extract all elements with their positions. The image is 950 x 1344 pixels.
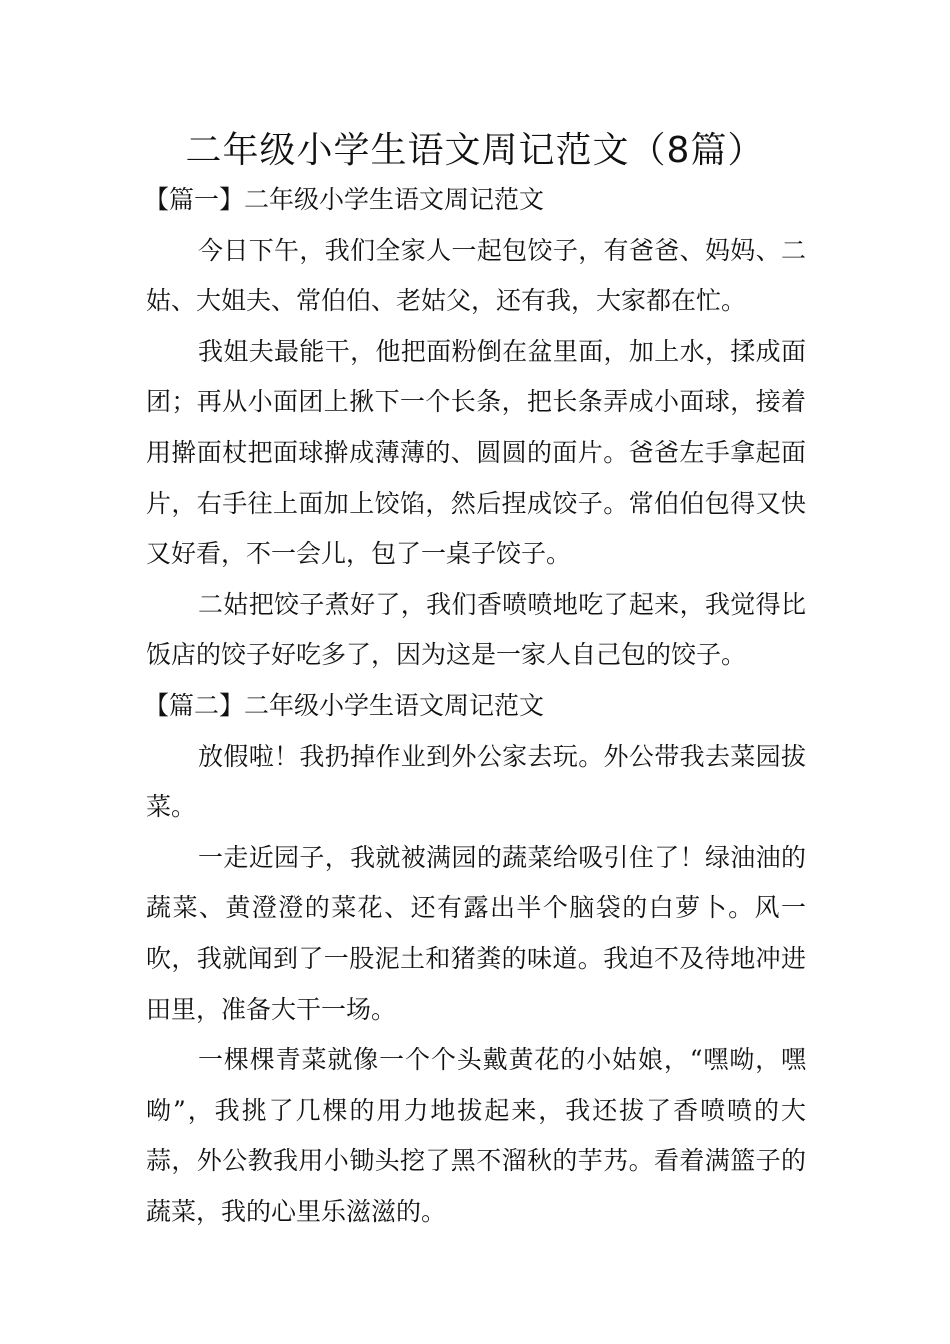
paragraph: 二姑把饺子煮好了，我们香喷喷地吃了起来，我觉得比饭店的饺子好吃多了，因为这是一家人自己包的饺子。 bbox=[146, 589, 806, 670]
paragraph: 今日下午，我们全家人一起包饺子，有爸爸、妈妈、二姑、大姐夫、常伯伯、老姑父，还有我，大家都在忙。 bbox=[146, 235, 806, 316]
section-heading: 【篇二】二年级小学生语文周记范文 bbox=[144, 690, 545, 720]
section-heading: 【篇一】二年级小学生语文周记范文 bbox=[144, 185, 545, 214]
paragraph: 一棵棵青菜就像一个个头戴黄花的小姑娘，“嘿呦，嘿呦”，我挑了几棵的用力地拔起来，我还拔了香喷喷的大蒜，外公教我用小锄头挖了黑不溜秋的芋艿。看着满篮子的蔬菜，我的心里乐滋滋的。 bbox=[146, 1045, 806, 1226]
paragraph: 放假啦！我扔掉作业到外公家去玩。外公带我去菜园拔菜。 bbox=[146, 741, 806, 822]
document-body bbox=[146, 175, 806, 1237]
document-title: 二年级小学生语文周记范文（8篇） bbox=[185, 130, 765, 171]
paragraph: 一走近园子，我就被满园的蔬菜给吸引住了！绿油油的蔬菜、黄澄澄的菜花、还有露出半个脑袋的白萝卜。风一吹，我就闻到了一股泥土和猪粪的味道。我迫不及待地冲进田里，准备大干一场。 bbox=[146, 842, 806, 1024]
paragraph: 我姐夫最能干，他把面粉倒在盆里面，加上水，揉成面团；再从小面团上揪下一个长条，把长条弄成小面球，接着用擀面杖把面球擀成薄薄的、圆圆的面片。爸爸左手拿起面片，右手往上面加上饺馅，然后捏成饺子。常伯伯包得又快又好看，不一会儿，包了一桌子饺子。 bbox=[146, 336, 806, 569]
